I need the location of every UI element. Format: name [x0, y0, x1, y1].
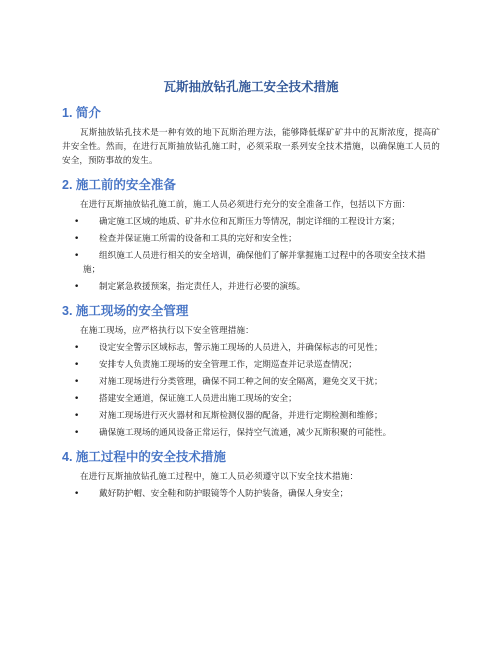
section-paragraph: 在施工现场，应严格执行以下安全管理措施： — [80, 326, 254, 336]
list-item — [62, 249, 440, 277]
list-item — [62, 341, 440, 355]
section-heading: 3. 施工现场的安全管理 — [62, 304, 189, 318]
bullet-icon: • — [74, 251, 80, 261]
bullet-icon: • — [74, 343, 80, 353]
document-body — [62, 104, 440, 501]
section-heading: 2. 施工前的安全准备 — [62, 178, 176, 192]
section-paragraph: 在进行瓦斯抽放钻孔施工前，施工人员必须进行充分的安全准备工作，包括以下方面： — [80, 200, 411, 210]
list-item-text: 戴好防护帽、安全鞋和防护眼镜等个人防护装备，确保人身安全； — [99, 489, 349, 499]
list-item — [62, 280, 440, 294]
list-item — [62, 215, 440, 229]
bullet-icon: • — [74, 394, 80, 404]
bullet-list — [62, 487, 440, 501]
list-item-text: 制定紧急救援预案，指定责任人，并进行必要的演练。 — [99, 282, 306, 292]
list-item-text: 设定安全警示区域标志，警示施工现场的人员进入，并确保标志的可见性； — [99, 343, 383, 353]
list-item — [62, 358, 440, 372]
section-heading: 4. 施工过程中的安全技术措施 — [62, 450, 226, 464]
document-title: 瓦斯抽放钻孔施工安全技术措施 — [163, 79, 339, 94]
bullet-icon: • — [74, 282, 80, 292]
list-item-text: 确定施工区域的地质、矿井水位和瓦斯压力等情况，制定详细的工程设计方案； — [99, 217, 400, 227]
section-2 — [62, 176, 440, 294]
document-page — [62, 78, 440, 504]
list-item-text: 检查并保证施工所需的设备和工具的完好和安全性； — [99, 234, 297, 244]
list-item-text: 确保施工现场的通风设备正常运行，保持空气流通，减少瓦斯积聚的可能性。 — [99, 428, 392, 438]
list-item — [62, 409, 440, 423]
list-item — [62, 426, 440, 440]
section-4 — [62, 448, 440, 501]
section-paragraph: 在进行瓦斯抽放钻孔施工过程中，施工人员必须遵守以下安全技术措施： — [80, 472, 359, 482]
section-1 — [62, 104, 440, 168]
bullet-icon: • — [74, 377, 80, 387]
list-item — [62, 232, 440, 246]
bullet-icon: • — [74, 234, 80, 244]
list-item — [62, 487, 440, 501]
list-item-text: 组织施工人员进行相关的安全培训，确保他们了解并掌握施工过程中的各项安全技术措施； — [83, 251, 426, 275]
bullet-list — [62, 215, 440, 294]
list-item-text: 搭建安全通道，保证施工人员进出施工现场的安全； — [99, 394, 297, 404]
list-item-text: 安排专人负责施工现场的安全管理工作，定期巡查并记录巡查情况； — [99, 360, 357, 370]
bullet-icon: • — [74, 489, 80, 499]
bullet-icon: • — [74, 411, 80, 421]
bullet-icon: • — [74, 360, 80, 370]
section-3 — [62, 302, 440, 440]
bullet-icon: • — [74, 428, 80, 438]
section-paragraph: 瓦斯抽放钻孔技术是一种有效的地下瓦斯治理方法，能够降低煤矿矿井中的瓦斯浓度，提高矿井安全性。然而，在进行瓦斯抽放钻孔施工时，必须采取一系列安全技术措施，以确保施工人员的安全，预防事故的发生。 — [62, 128, 440, 166]
bullet-list — [62, 341, 440, 440]
section-heading: 1. 简介 — [62, 106, 101, 120]
bullet-icon: • — [74, 217, 80, 227]
list-item — [62, 375, 440, 389]
list-item — [62, 392, 440, 406]
list-item-text: 对施工现场进行灭火器材和瓦斯检测仪器的配备，并进行定期检测和维修； — [99, 411, 383, 421]
list-item-text: 对施工现场进行分类管理，确保不同工种之间的安全隔离，避免交叉干扰； — [99, 377, 383, 387]
